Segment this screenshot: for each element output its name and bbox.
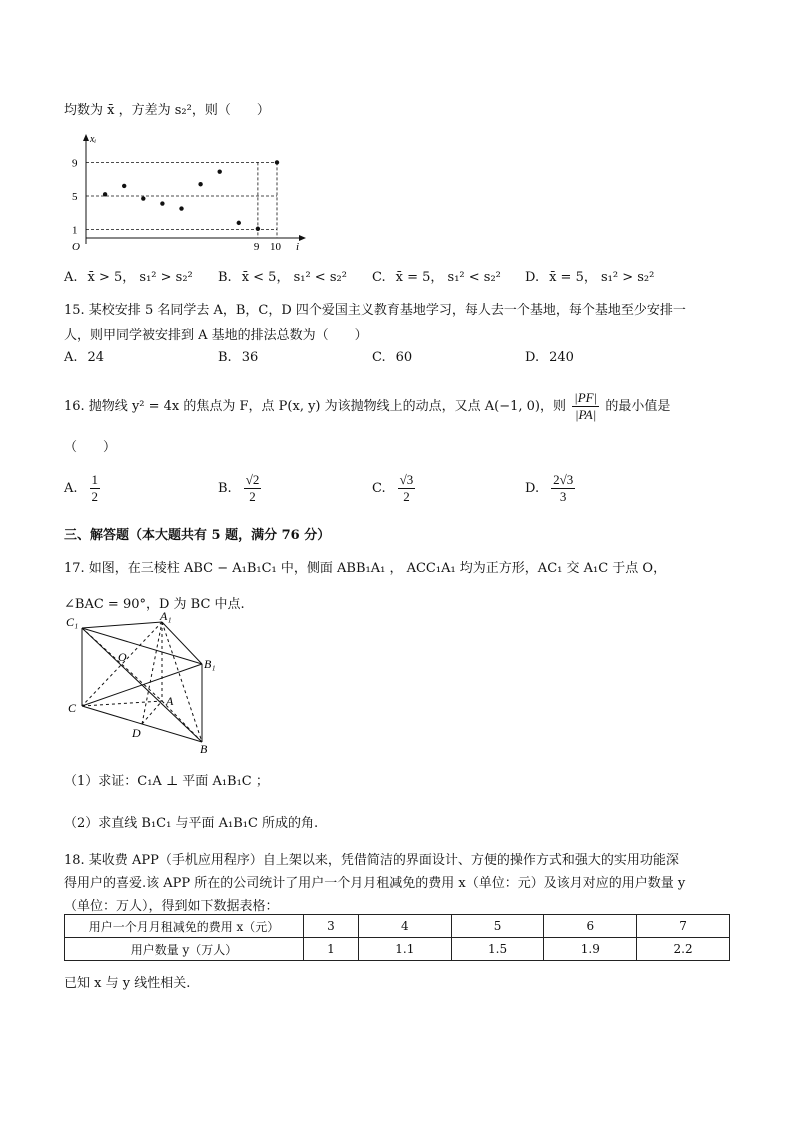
q15-option-d bbox=[525, 350, 574, 365]
option-letter: A. bbox=[64, 481, 78, 496]
option-text: 240 bbox=[549, 350, 574, 365]
table-cell: 1.5 bbox=[451, 938, 544, 961]
q17-line1: 17. 如图，在三棱柱 ABC − A₁B₁C₁ 中，侧面 ABB₁A₁ ， ACC₁A₁ 均为正方形，AC₁ 交 A₁C 于点 O， bbox=[64, 561, 667, 576]
label-B1: B₁ bbox=[204, 657, 216, 671]
section-title: 三、解答题（本大题共有 5 题，满分 76 分） bbox=[64, 528, 331, 543]
label-C: C bbox=[68, 701, 77, 715]
q17-line2: ∠BAC = 90°，D 为 BC 中点. bbox=[64, 597, 245, 612]
x-tick-label: 10 bbox=[270, 241, 281, 252]
option-fraction bbox=[398, 472, 416, 505]
q16-frac-num: |PF| bbox=[574, 390, 598, 405]
q16-line1 bbox=[64, 390, 670, 423]
label-A: A bbox=[166, 694, 174, 708]
q14-option-b bbox=[218, 266, 347, 285]
prism-figure bbox=[62, 612, 222, 758]
q14-stem-tail: 均数为 x̄ ，方差为 s₂²，则（ ） bbox=[64, 103, 270, 118]
q15-option-a bbox=[64, 350, 104, 365]
option-letter: A. bbox=[64, 270, 78, 285]
q16-frac-den: |PA| bbox=[574, 407, 597, 422]
q16-option-c bbox=[372, 472, 415, 505]
option-text: x̄ = 5， s₁² < s₂² bbox=[395, 270, 501, 285]
x-axis-label: i bbox=[296, 241, 300, 252]
option-denominator: 2 bbox=[249, 489, 256, 504]
table-cell: 2.2 bbox=[637, 938, 730, 961]
option-text: 36 bbox=[241, 350, 259, 365]
option-text: x̄ > 5， s₁² > s₂² bbox=[87, 270, 193, 285]
q16-option-a bbox=[64, 472, 100, 505]
option-letter: D. bbox=[525, 270, 540, 285]
option-letter: A. bbox=[64, 350, 78, 365]
option-denominator: 2 bbox=[403, 489, 410, 504]
q16-option-b bbox=[218, 472, 261, 505]
q16-option-d bbox=[525, 472, 575, 505]
data-point bbox=[103, 192, 107, 196]
origin-label: O bbox=[72, 241, 80, 252]
data-point bbox=[198, 182, 202, 186]
q16-paren: （ ） bbox=[64, 440, 117, 455]
q17-sub2: （2）求直线 B₁C₁ 与平面 A₁B₁C 所成的角. bbox=[64, 816, 319, 831]
q14-option-d bbox=[525, 266, 654, 285]
x-tick-label: 9 bbox=[253, 241, 260, 252]
option-denominator: 2 bbox=[91, 489, 99, 504]
table-row bbox=[65, 938, 730, 961]
option-text: x̄ = 5， s₁² > s₂² bbox=[549, 270, 655, 285]
data-point bbox=[218, 169, 222, 173]
option-letter: B. bbox=[218, 350, 232, 365]
q15-line1: 15. 某校安排 5 名同学去 A，B，C，D 四个爱国主义教育基地学习，每人去一个基地，每个基地至少安排一 bbox=[64, 303, 686, 318]
edge-DA1 bbox=[142, 622, 162, 724]
label-O: O bbox=[118, 650, 127, 664]
table-cell: 1.1 bbox=[358, 938, 451, 961]
option-numerator: √2 bbox=[245, 472, 260, 487]
edge-DA bbox=[142, 701, 162, 724]
y-axis-arrow bbox=[83, 134, 89, 141]
table-cell: 5 bbox=[451, 915, 544, 938]
edge-C1A1 bbox=[82, 622, 162, 628]
option-letter: B. bbox=[218, 270, 232, 285]
data-point bbox=[141, 196, 145, 200]
x-axis-arrow bbox=[299, 235, 306, 241]
option-numerator: 2√3 bbox=[553, 472, 574, 487]
y-tick-label: 5 bbox=[72, 191, 78, 203]
option-letter: D. bbox=[525, 350, 540, 365]
table-head-x: 用户一个月月租减免的费用 x（元） bbox=[65, 915, 304, 938]
label-A1: A₁ bbox=[160, 612, 172, 623]
q16-part1: 16. 抛物线 y² = 4x 的焦点为 F，点 P(x, y) 为该抛物线上的动点，又点 A(−1, 0)，则 bbox=[64, 399, 566, 414]
table-cell: 1.9 bbox=[544, 938, 637, 961]
table-cell: 3 bbox=[304, 915, 359, 938]
table-head-y: 用户数量 y（万人） bbox=[65, 938, 304, 961]
y-tick-label: 9 bbox=[72, 157, 78, 170]
q15-option-b bbox=[218, 350, 258, 365]
q14-option-a bbox=[64, 266, 193, 285]
option-text: 24 bbox=[87, 350, 105, 365]
data-point bbox=[160, 201, 164, 205]
option-letter: D. bbox=[525, 481, 540, 496]
edge-A1C bbox=[82, 622, 162, 706]
data-point bbox=[122, 184, 126, 188]
option-numerator: 1 bbox=[91, 472, 99, 487]
q15-option-c bbox=[372, 350, 412, 365]
data-point bbox=[237, 221, 241, 225]
option-letter: C. bbox=[372, 350, 386, 365]
y-tick-label: 1 bbox=[72, 224, 78, 237]
q16-fraction bbox=[572, 390, 599, 423]
table-cell: 6 bbox=[544, 915, 637, 938]
q18-line2: 得用户的喜爱.该 APP 所在的公司统计了用户一个月月租减免的费用 x（单位：元）及该月对应的用户数量 y bbox=[64, 876, 686, 891]
option-text: 60 bbox=[395, 350, 413, 365]
table-row bbox=[65, 915, 730, 938]
label-C1: C₁ bbox=[66, 615, 79, 629]
label-B: B bbox=[200, 742, 208, 756]
option-fraction bbox=[551, 472, 575, 505]
data-point bbox=[179, 206, 183, 210]
q15-line2: 人，则甲同学被安排到 A 基地的排法总数为（ ） bbox=[64, 328, 368, 343]
q18-line1: 18. 某收费 APP（手机应用程序）自上架以来，凭借简洁的界面设计、方便的操作方式和强大的实用功能深 bbox=[64, 853, 679, 868]
q14-scatter-chart bbox=[62, 132, 312, 252]
y-axis-label: xᵢ bbox=[90, 134, 97, 145]
table-cell: 4 bbox=[358, 915, 451, 938]
option-letter: B. bbox=[218, 481, 232, 496]
data-point bbox=[275, 160, 279, 164]
option-letter: C. bbox=[372, 481, 386, 496]
data-point bbox=[256, 227, 260, 231]
option-numerator: √3 bbox=[399, 472, 414, 487]
option-fraction bbox=[90, 472, 101, 505]
edge-C1B1 bbox=[82, 628, 202, 664]
option-letter: C. bbox=[372, 270, 386, 285]
option-text: x̄ < 5， s₁² < s₂² bbox=[241, 270, 347, 285]
q18-data-table bbox=[64, 914, 730, 961]
q18-after: 已知 x 与 y 线性相关. bbox=[64, 976, 191, 991]
q16-part2: 的最小值是 bbox=[605, 399, 671, 414]
q17-sub1: （1）求证：C₁A ⊥ 平面 A₁B₁C ； bbox=[64, 774, 269, 789]
label-D: D bbox=[132, 726, 141, 740]
edge-A1B bbox=[162, 622, 202, 742]
table-cell: 1 bbox=[304, 938, 359, 961]
option-denominator: 3 bbox=[559, 489, 567, 504]
q18-line3: （单位：万人），得到如下数据表格： bbox=[64, 899, 279, 914]
option-fraction bbox=[244, 472, 262, 505]
table-cell: 7 bbox=[637, 915, 730, 938]
q14-option-c bbox=[372, 266, 501, 285]
